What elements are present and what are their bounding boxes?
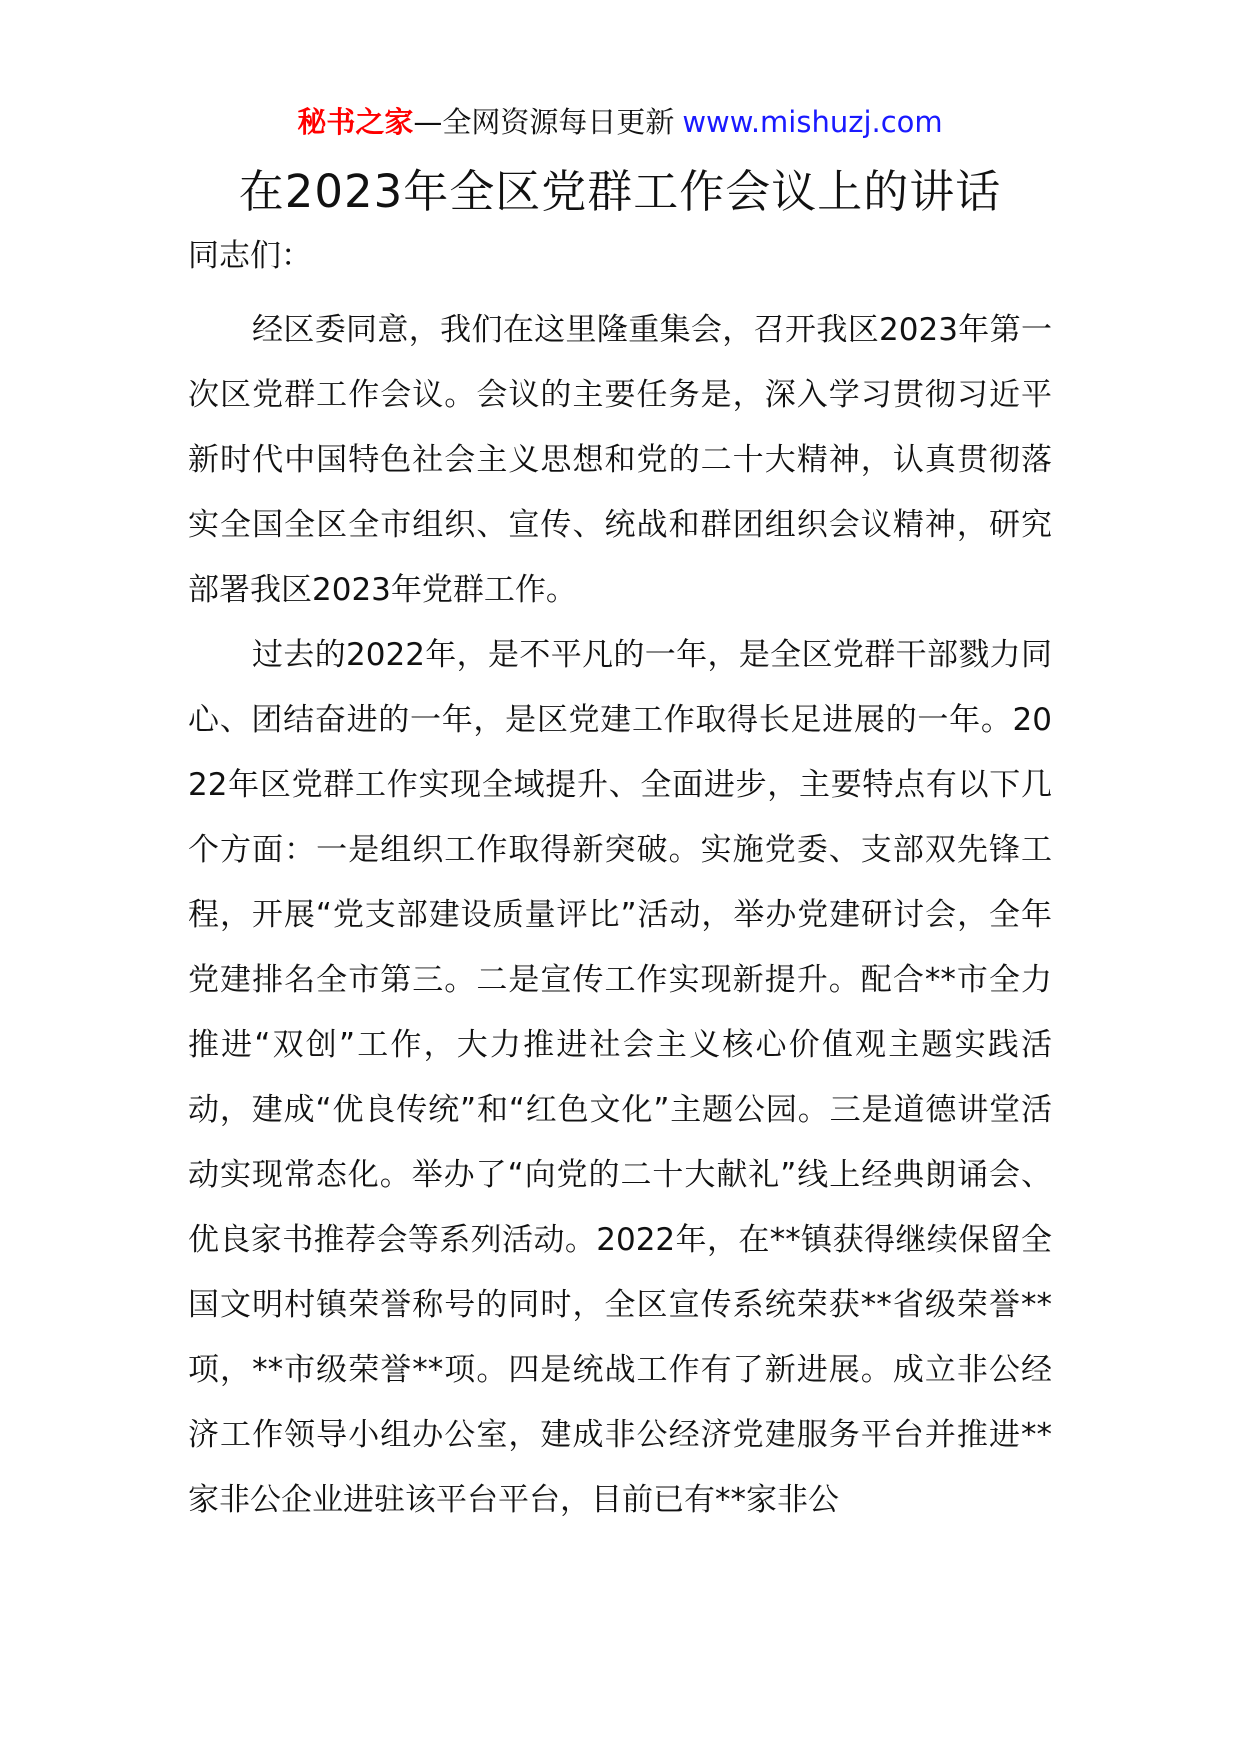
salutation: 同志们： bbox=[188, 238, 312, 274]
document-body bbox=[188, 298, 1052, 1533]
brand-name: 秘书之家 bbox=[297, 105, 414, 139]
document-title: 在2023年全区党群工作会议上的讲话 bbox=[238, 165, 1002, 218]
paragraph-1: 经区委同意，我们在这里隆重集会，召开我区2023年第一次区党群工作会议。会议的主要任务是，深入学习贯彻习近平新时代中国特色社会主义思想和党的二十大精神，认真贯彻落实全国全区全市组织、宣传、统战和群团组织会议精神，研究部署我区2023年党群工作。 bbox=[188, 312, 1052, 608]
site-url-link[interactable]: www.mishuzj.com bbox=[682, 105, 943, 139]
site-header bbox=[0, 102, 1240, 142]
header-tagline: —全网资源每日更新 bbox=[413, 105, 675, 139]
paragraph-2: 过去的2022年，是不平凡的一年，是全区党群干部戮力同心、团结奋进的一年，是区党建工作取得长足进展的一年。2022年区党群工作实现全域提升、全面进步，主要特点有以下几个方面：一是组织工作取得新突破。实施党委、支部双先锋工程，开展“党支部建设质量评比”活动，举办党建研讨会，全年党建排名全市第三。二是宣传工作实现新提升。配合**市全力推进“双创”工作，大力推进社会主义核心价值观主题实践活动，建成“优良传统”和“红色文化”主题公园。三是道德讲堂活动实现常态化。举办了“向党的二十大献礼”线上经典朗诵会、优良家书推荐会等系列活动。2022年，在**镇获得继续保留全国文明村镇荣誉称号的同时，全区宣传系统荣获**省级荣誉**项，**市级荣誉**项。四是统战工作有了新进展。成立非公经济工作领导小组办公室，建成非公经济党建服务平台并推进**家非公企业进驻该平台平台，目前已有**家非公 bbox=[188, 637, 1052, 1518]
